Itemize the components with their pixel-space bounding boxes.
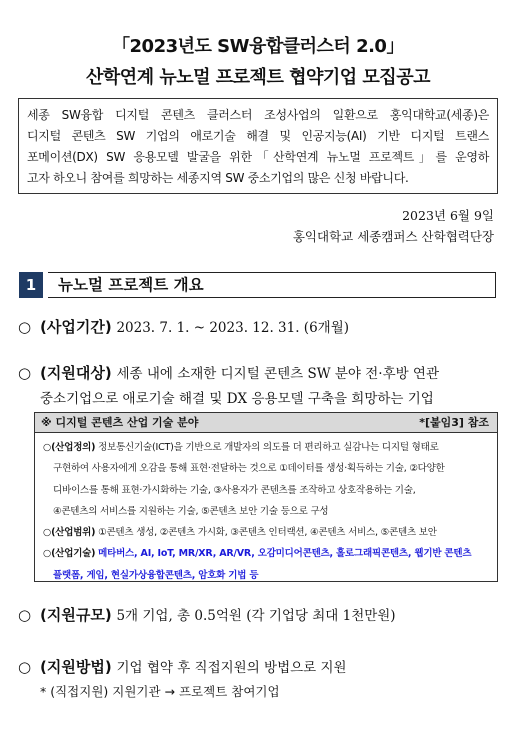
circle-bullet-icon: ○: [18, 318, 32, 336]
scale-item: [18, 604, 396, 625]
definition-text: 정보통신기술(ICT)을 기반으로 개발자의 의도를 더 편리하고 실감나는 디지털 형태로: [98, 442, 439, 453]
intro-line: 고자 하오니 참여를 희망하는 세종지역 SW 중소기업의 많은 신청 바랍니다.: [27, 171, 409, 185]
target-text-continued: 중소기업으로 애로기술 해결 및 DX 응용모델 구축을 희망하는 기업: [40, 391, 434, 407]
field-line: 플랫폼, 게임, 현실가상융합콘텐츠, 암호화 기법 등: [53, 569, 259, 581]
issuing-organization: 홍익대학교 세종캠퍼스 산학협력단장: [292, 229, 494, 244]
section-number: 1: [19, 272, 43, 298]
title-line-2: 산학연계 뉴노멀 프로젝트 협약기업 모집공고: [86, 67, 430, 88]
method-text: 기업 협약 후 직접지원의 방법으로 지원: [116, 660, 347, 676]
definition-label: (산업정의): [51, 442, 96, 453]
reference-tag: *[붙임3] 참조: [419, 416, 489, 429]
intro-line: 포메이션(DX) SW 응용모델 발굴을 위한「산학연계 뉴노멀 프로젝트」를 운영하: [27, 150, 489, 164]
intro-line: 세종 SW융합 디지털 콘텐츠 클러스터 조성사업의 일환으로 홍익대학교(세종)은: [27, 108, 489, 122]
reference-heading-text: ※ 디지털 콘텐츠 산업 기술 분야: [41, 416, 199, 429]
target-label: (지원대상): [40, 364, 112, 382]
method-note: * (직접지원) 지원기관 → 프로젝트 참여기업: [40, 684, 280, 699]
field-line: ○(산업기술) 메타버스, AI, IoT, MR/XR, AR/VR, 오감미디어콘텐츠, 홀로그래픽콘텐츠, 웹기반 콘텐츠: [43, 548, 472, 560]
method-label: (지원방법): [40, 658, 112, 676]
circle-bullet-icon: ○: [18, 658, 32, 676]
circle-bullet-icon: ○: [18, 606, 32, 624]
definition-line: ④콘텐츠의 서비스를 지원하는 기술, ⑤콘텐츠 보안 기술 등으로 구성: [53, 505, 329, 517]
method-item: [18, 656, 347, 677]
period-text: 2023. 7. 1. ~ 2023. 12. 31. (6개월): [116, 320, 350, 336]
title-line-1: 「2023년도 SW융합클러스터 2.0」: [112, 36, 404, 57]
scope-line: ○(산업범위) ①콘텐츠 생성, ②콘텐츠 가시화, ③콘텐츠 인터랙션, ④콘텐츠 서비스, ⑤콘텐츠 보안: [43, 527, 437, 539]
scope-label: (산업범위): [51, 527, 96, 539]
section-title: 뉴노멀 프로젝트 개요: [48, 272, 496, 298]
field-text: 메타버스, AI, IoT, MR/XR, AR/VR, 오감미디어콘텐츠, 홀로그래픽콘텐츠, 웹기반 콘텐츠: [98, 548, 472, 560]
reference-box: [34, 412, 498, 582]
scale-text: 5개 기업, 총 0.5억원 (각 기업당 최대 1천만원): [116, 608, 396, 624]
circle-bullet-icon: ○: [18, 364, 32, 382]
target-item: [18, 362, 439, 383]
intro-line: 디지털 콘텐츠 SW 기업의 애로기술 해결 및 인공지능(AI) 기반 디지털 트랜스: [27, 129, 489, 143]
intro-box: [18, 98, 498, 194]
period-item: [18, 316, 349, 337]
period-label: (사업기간): [40, 318, 112, 336]
field-label: (산업기술): [51, 548, 96, 560]
announcement-date: 2023년 6월 9일: [402, 208, 494, 223]
definition-line: ○(산업정의) 정보통신기술(ICT)을 기반으로 개발자의 의도를 더 편리하고 실감나는 디지털 형태로: [43, 442, 439, 453]
definition-line: 구현하여 사용자에게 오감을 통해 표현·전달하는 것으로 ①데이터를 생성·획득하는 기술, ②다양한: [53, 463, 445, 475]
target-text: 세종 내에 소재한 디지털 콘텐츠 SW 분야 전·후방 연관: [116, 366, 440, 382]
reference-heading: [35, 413, 497, 433]
scale-label: (지원규모): [40, 606, 112, 624]
scope-text: ①콘텐츠 생성, ②콘텐츠 가시화, ③콘텐츠 인터랙션, ④콘텐츠 서비스, ⑤콘텐츠 보안: [98, 527, 437, 539]
definition-line: 디바이스를 통해 표현·가시화하는 기술, ③사용자가 콘텐츠를 조작하고 상호작용하는 기술,: [53, 484, 416, 496]
reference-body: [35, 433, 497, 586]
